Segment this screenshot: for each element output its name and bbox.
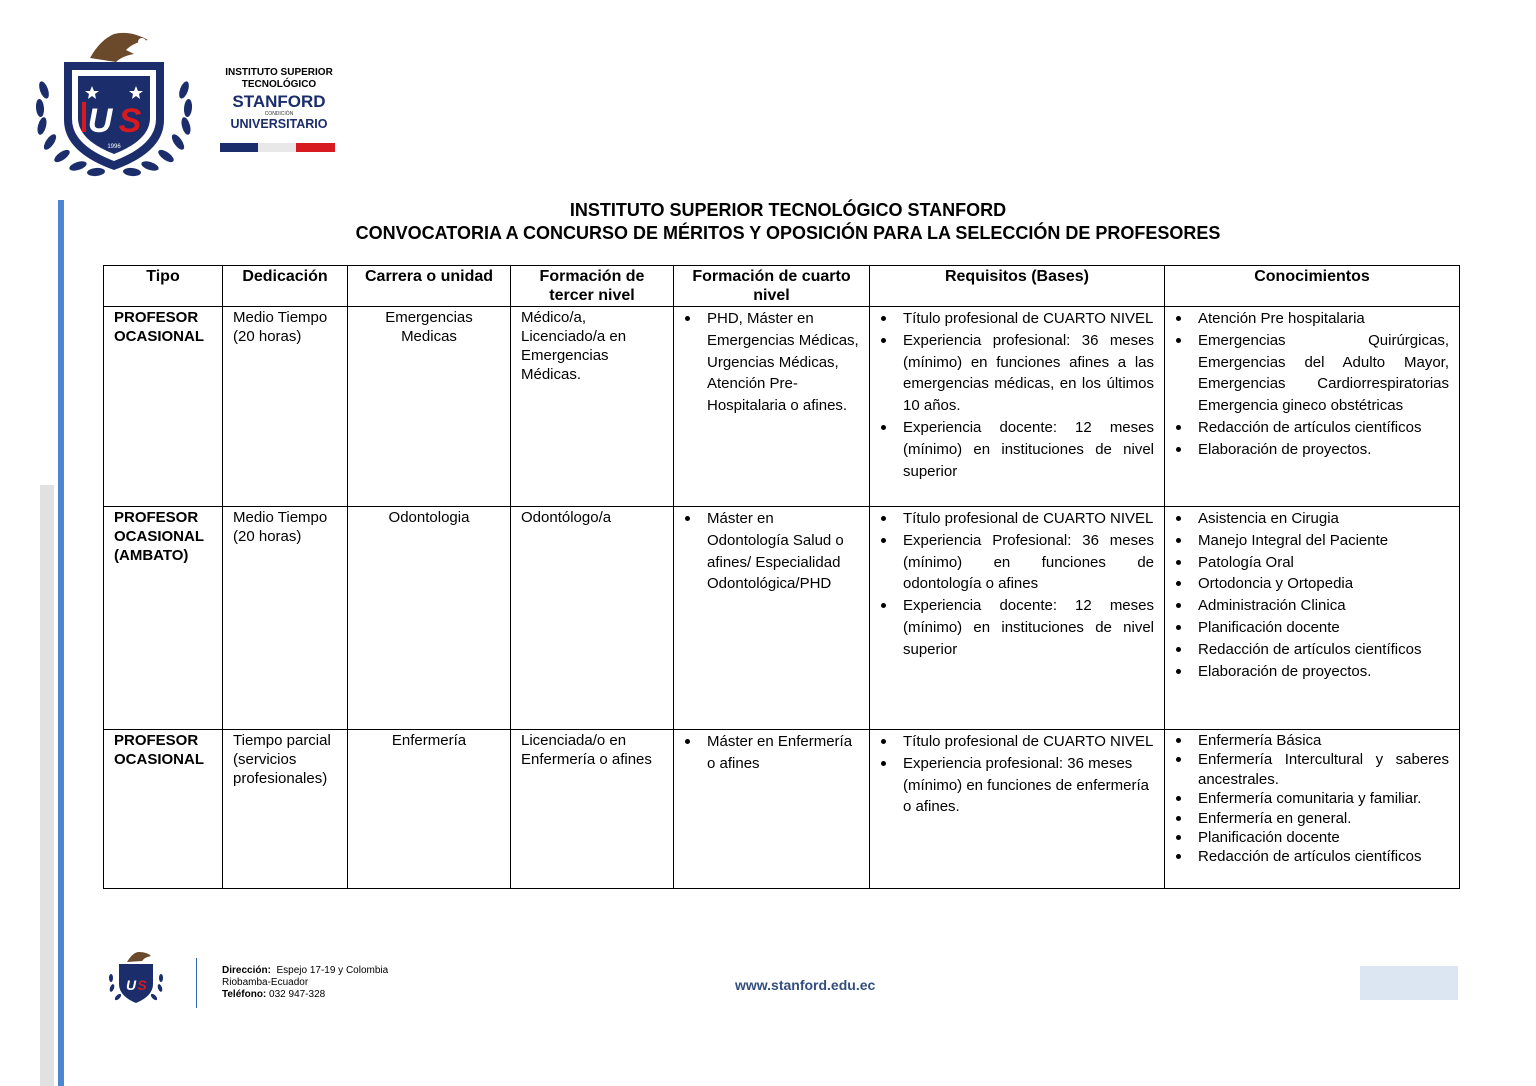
list-item: Enfermería comunitaria y familiar. (1165, 789, 1449, 808)
table-header-row (104, 266, 1460, 307)
vacancies-table (103, 265, 1460, 889)
list-item: Experiencia profesional: 36 meses (mínimo) en funciones afines a las emergencias médicas, en los últimos 10 años. (870, 330, 1154, 417)
list-item: Manejo Integral del Paciente (1165, 530, 1449, 552)
list-item: Atención Pre hospitalaria (1165, 308, 1449, 330)
svg-text:S: S (137, 977, 147, 993)
svg-text:1996: 1996 (107, 144, 121, 150)
list-item: Asistencia en Cirugia (1165, 508, 1449, 530)
cell-dedicacion: Medio Tiempo (20 horas) (223, 307, 348, 507)
header-cuarto-nivel: Formación de cuarto nivel (674, 266, 870, 307)
list-item: Título profesional de CUARTO NIVEL (870, 731, 1154, 753)
header-tipo: Tipo (104, 266, 223, 307)
cell-carrera: Odontologia (348, 507, 511, 730)
institute-name-block (214, 68, 344, 131)
header-tercer-nivel: Formación de tercer nivel (511, 266, 674, 307)
header-dedicacion: Dedicación (223, 266, 348, 307)
page-subtitle: CONVOCATORIA A CONCURSO DE MÉRITOS Y OPOSICIÓN PARA LA SELECCIÓN DE PROFESORES (355, 223, 1221, 243)
cell-tercer-nivel: Licenciada/o en Enfermería o afines (511, 730, 674, 889)
cell-conocimientos (1165, 507, 1460, 730)
list-item: Redacción de artículos científicos (1165, 847, 1449, 866)
svg-text:S: S (118, 102, 142, 140)
list-item: Planificación docente (1165, 617, 1449, 639)
table-row (104, 730, 1460, 889)
table-row (104, 507, 1460, 730)
flag-bar (220, 143, 335, 152)
header-conocimientos: Conocimientos (1165, 266, 1460, 307)
list-item: Planificación docente (1165, 828, 1449, 847)
institute-logo (30, 28, 198, 180)
table-row (104, 307, 1460, 507)
footer-address: Dirección: Espejo 17-19 y Colombia Riobamba-Ecuador Teléfono: 032 947-328 (222, 965, 389, 1000)
cell-requisitos (870, 307, 1165, 507)
cell-cuarto-nivel (674, 307, 870, 507)
list-item: PHD, Máster en Emergencias Médicas, Urgencias Médicas, Atención Pre-Hospitalaria o afines. (674, 308, 859, 417)
svg-text:U: U (87, 102, 113, 140)
list-item: Enfermería Básica (1165, 731, 1449, 750)
cell-cuarto-nivel (674, 507, 870, 730)
footer-box (1360, 966, 1458, 1000)
list-item: Experiencia Profesional: 36 meses (mínimo) en funciones de odontología o afines (870, 530, 1154, 595)
inst-small: CONDICIÓN (264, 111, 294, 117)
cell-cuarto-nivel (674, 730, 870, 889)
list-item: Redacción de artículos científicos (1165, 417, 1449, 439)
list-item: Ortodoncia y Ortopedia (1165, 573, 1449, 595)
svg-text:U: U (125, 977, 137, 993)
header-requisitos: Requisitos (Bases) (870, 266, 1165, 307)
list-item: Experiencia docente: 12 meses (mínimo) en instituciones de nivel superior (870, 595, 1154, 660)
list-item: Emergencias Quirúrgicas, Emergencias del Adulto Mayor, Emergencias Cardiorrespiratorias Emergencia gineco obstétricas (1165, 330, 1449, 417)
cell-conocimientos (1165, 307, 1460, 507)
inst-line2: TECNOLÓGICO (241, 79, 317, 90)
list-item: Patología Oral (1165, 552, 1449, 574)
inst-status: UNIVERSITARIO (230, 117, 328, 131)
list-item: Enfermería en general. (1165, 809, 1449, 828)
cell-carrera: Enfermería (348, 730, 511, 889)
header-carrera: Carrera o unidad (348, 266, 511, 307)
list-item: Redacción de artículos científicos (1165, 639, 1449, 661)
cell-tercer-nivel: Odontólogo/a (511, 507, 674, 730)
page-title: INSTITUTO SUPERIOR TECNOLÓGICO STANFORD (569, 200, 1007, 220)
list-item: Experiencia docente: 12 meses (mínimo) en instituciones de nivel superior (870, 417, 1154, 482)
footer-logo (105, 950, 167, 1008)
cell-conocimientos (1165, 730, 1460, 889)
list-item: Elaboración de proyectos. (1165, 439, 1449, 461)
inst-line1: INSTITUTO SUPERIOR (225, 67, 333, 78)
list-item: Título profesional de CUARTO NIVEL (870, 308, 1154, 330)
cell-requisitos (870, 730, 1165, 889)
cell-tercer-nivel: Médico/a, Licenciado/a en Emergencias Médicas. (511, 307, 674, 507)
list-item: Elaboración de proyectos. (1165, 661, 1449, 683)
website-link[interactable]: www.stanford.edu.ec (735, 977, 876, 993)
list-item: Experiencia profesional: 36 meses (mínimo) en funciones de enfermería o afines. (870, 753, 1154, 818)
list-item: Máster en Odontología Salud o afines/ Especialidad Odontológica/PHD (674, 508, 859, 595)
inst-name: STANFORD (232, 92, 326, 111)
cell-tipo: PROFESOR OCASIONAL (104, 307, 223, 507)
cell-requisitos (870, 507, 1165, 730)
cell-carrera: Emergencias Medicas (348, 307, 511, 507)
cell-dedicacion: Tiempo parcial (servicios profesionales) (223, 730, 348, 889)
list-item: Administración Clinica (1165, 595, 1449, 617)
cell-tipo: PROFESOR OCASIONAL (AMBATO) (104, 507, 223, 730)
list-item: Enfermería Intercultural y saberes ancestrales. (1165, 750, 1449, 789)
list-item: Título profesional de CUARTO NIVEL (870, 508, 1154, 530)
footer-divider (196, 958, 197, 1008)
cell-tipo: PROFESOR OCASIONAL (104, 730, 223, 889)
left-grey-stripe (40, 485, 54, 1086)
cell-dedicacion: Medio Tiempo (20 horas) (223, 507, 348, 730)
left-blue-stripe (58, 200, 64, 1086)
list-item: Máster en Enfermería o afines (674, 731, 859, 775)
